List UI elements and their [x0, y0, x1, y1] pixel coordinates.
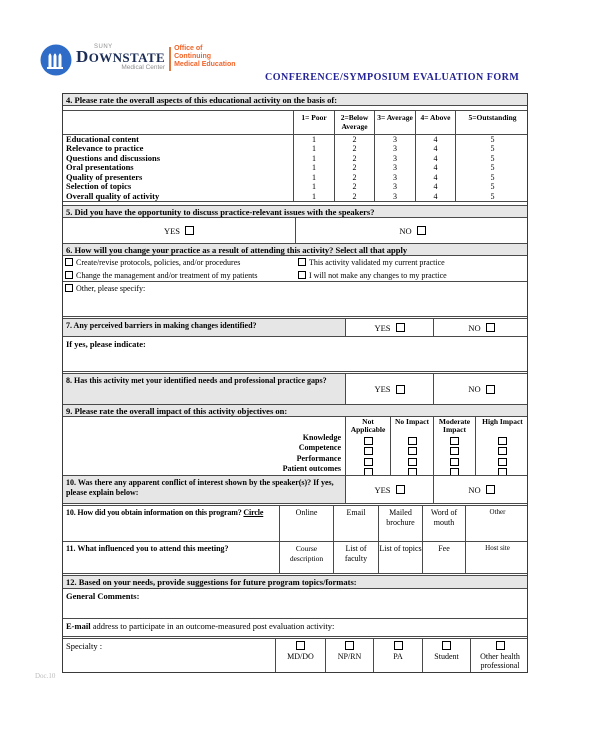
rating-value[interactable]: 3: [375, 192, 416, 201]
option-checkbox[interactable]: [298, 271, 306, 279]
section6-other-row[interactable]: [63, 282, 527, 317]
rating-value[interactable]: 2: [335, 182, 375, 191]
yes-label: YES: [163, 225, 181, 236]
option-checkbox[interactable]: [298, 258, 306, 266]
rating-value[interactable]: 1: [294, 135, 335, 144]
option-create-revise: Create/revise protocols, policies, and/or procedures: [63, 256, 296, 269]
section8-question: 8. Has this activity met your identified needs and professional practice gaps?: [63, 374, 346, 404]
impact-table: [63, 417, 527, 476]
rating-col-below-average: 2=Below Average: [335, 111, 375, 134]
option-checkbox[interactable]: [65, 271, 73, 279]
email-label-rest: address to participate in an outcome-measured post evaluation activity:: [90, 621, 335, 631]
rating-row-relevance: Relevance to practice 1 2 3 4 5: [63, 144, 529, 153]
impact-row-competence: Competence: [298, 443, 341, 453]
option-change-management: Change the management and/or treatment of my patients: [63, 269, 296, 282]
rating-value[interactable]: 2: [335, 173, 375, 182]
section11-row: [63, 542, 527, 574]
yes-label: YES: [374, 322, 391, 333]
header-logo: [40, 44, 236, 76]
rating-value[interactable]: 5: [490, 135, 495, 144]
rating-value[interactable]: 1: [294, 154, 335, 163]
impact-checkbox[interactable]: [498, 468, 507, 475]
specialty-student: Student: [423, 639, 471, 672]
section10b-row: [63, 506, 527, 542]
section5-yes-checkbox[interactable]: [185, 226, 194, 235]
rating-value[interactable]: 3: [375, 144, 416, 153]
specialty-pa: PA: [374, 639, 423, 672]
specialty-checkbox[interactable]: [345, 641, 354, 650]
rating-value[interactable]: 5: [490, 144, 495, 154]
specialty-row: [63, 639, 527, 672]
no-label: NO: [468, 484, 481, 495]
no-label: NO: [468, 384, 481, 394]
impact-row-performance: Performance: [296, 453, 341, 463]
circle-instruction: Circle: [243, 508, 264, 517]
specialty-checkbox[interactable]: [394, 641, 403, 650]
info-option-online[interactable]: Online: [280, 506, 334, 541]
option-checkbox[interactable]: [65, 284, 73, 292]
section10-yes-checkbox[interactable]: [396, 485, 405, 494]
rating-value[interactable]: 1: [294, 173, 335, 182]
rating-value[interactable]: 5: [490, 172, 495, 182]
email-label-bold: E-mail: [66, 621, 91, 631]
rating-value[interactable]: 3: [375, 182, 416, 191]
rating-value[interactable]: 1: [294, 182, 335, 191]
influence-option-fee[interactable]: Fee: [423, 542, 466, 573]
rating-value[interactable]: 2: [335, 135, 375, 144]
rating-value[interactable]: 2: [335, 154, 375, 163]
rating-value[interactable]: 1: [294, 163, 335, 172]
rating-value[interactable]: 5: [490, 182, 495, 192]
form-title: CONFERENCE/SYMPOSIUM EVALUATION FORM: [265, 72, 520, 83]
rating-row-questions: Questions and discussions 1 2 3 4 5: [63, 154, 529, 163]
specialty-np-rn: NP/RN: [326, 639, 374, 672]
section9-header: 9. Please rate the overall impact of this activity objectives on:: [63, 405, 527, 417]
impact-col-not-applicable: Not Applicable: [346, 417, 391, 475]
downstate-logo-icon: [40, 44, 72, 76]
impact-checkbox[interactable]: [450, 468, 459, 475]
evaluation-form: [62, 93, 528, 673]
rating-value[interactable]: 1: [294, 192, 335, 201]
rating-value[interactable]: 3: [375, 173, 416, 182]
specialty-checkbox[interactable]: [496, 641, 505, 650]
section7-row: [63, 319, 527, 337]
influence-option-list-of-topics[interactable]: List of topics: [379, 542, 423, 573]
rating-value[interactable]: 4: [416, 154, 456, 163]
rating-row-quality-presenters: Quality of presenters 1 2 3 4 5: [63, 173, 529, 182]
info-option-mailed-brochure[interactable]: Mailed brochure: [379, 506, 423, 541]
rating-value[interactable]: 2: [335, 192, 375, 201]
section7-indicate-row[interactable]: [63, 337, 527, 372]
section4-header: 4. Please rate the overall aspects of this educational activity on the basis of:: [63, 94, 527, 106]
rating-value[interactable]: 4: [416, 192, 456, 201]
doc-number: Doc.10: [35, 672, 56, 680]
rating-col-average: 3= Average: [375, 111, 416, 134]
option-checkbox[interactable]: [65, 258, 73, 266]
section12-header: 12. Based on your needs, provide suggestions for future program topics/formats:: [63, 576, 527, 589]
section6-options-row: [63, 256, 527, 282]
section5-header: 5. Did you have the opportunity to discuss practice-relevant issues with the speakers?: [63, 206, 527, 218]
if-yes-indicate-label: If yes, please indicate:: [66, 339, 146, 349]
no-label: NO: [468, 322, 481, 333]
section8-row: [63, 374, 527, 405]
rating-value[interactable]: 5: [490, 163, 495, 173]
general-comments-label: General Comments:: [66, 591, 140, 601]
logo-office-text: Office of Continuing Medical Education: [174, 45, 236, 68]
rating-value[interactable]: 1: [294, 144, 335, 153]
option-other: Other, please specify:: [63, 282, 145, 316]
rating-col-above: 4= Above: [416, 111, 456, 134]
rating-value[interactable]: 4: [416, 144, 456, 153]
yes-label: YES: [374, 484, 391, 495]
impact-checkbox[interactable]: [408, 468, 417, 475]
section10b-question: 10. How did you obtain information on this program? Circle: [63, 506, 280, 541]
impact-col-no-impact: No Impact: [391, 417, 434, 475]
general-comments-row[interactable]: [63, 589, 527, 619]
rating-table-body: [63, 135, 527, 202]
rating-col-outstanding: 5=Outstanding: [468, 113, 517, 122]
specialty-label[interactable]: Specialty :: [63, 639, 276, 672]
logo-downstate-text: DOWNSTATE: [76, 47, 166, 66]
info-option-word-of-mouth[interactable]: Word of mouth: [423, 506, 466, 541]
rating-table-header: [63, 111, 527, 135]
specialty-checkbox[interactable]: [296, 641, 305, 650]
rating-value[interactable]: 4: [416, 135, 456, 144]
option-validated-practice: This activity validated my current practice: [296, 256, 529, 269]
yes-label: YES: [374, 384, 391, 394]
info-option-email[interactable]: Email: [334, 506, 379, 541]
section7-question: 7. Any perceived barriers in making changes identified?: [63, 319, 346, 336]
logo-medical-center-text: Medical Center: [121, 64, 166, 71]
section5-yesno-row: [63, 218, 527, 244]
section10-question: 10. Was there any apparent conflict of interest shown by the speaker(s)? If yes, please explain below:: [63, 476, 346, 503]
option-no-changes: I will not make any changes to my practice: [296, 269, 529, 282]
rating-row-selection-topics: Selection of topics 1 2 3 4 5: [63, 182, 529, 191]
section8-yes-checkbox[interactable]: [396, 385, 405, 394]
logo-suny-text: SUNY: [94, 44, 113, 50]
influence-option-host-site[interactable]: Host site: [485, 544, 510, 552]
rating-col-poor: 1= Poor: [294, 111, 335, 134]
influence-option-list-of-faculty[interactable]: List of faculty: [334, 542, 379, 573]
email-row[interactable]: [63, 619, 527, 637]
section7-no-checkbox[interactable]: [486, 323, 495, 332]
section11-question: 11. What influenced you to attend this meeting?: [63, 542, 280, 573]
impact-checkbox[interactable]: [364, 468, 373, 475]
rating-value[interactable]: 4: [416, 182, 456, 191]
specialty-checkbox[interactable]: [442, 641, 451, 650]
rating-value[interactable]: 5: [490, 191, 495, 201]
impact-col-moderate-impact: Moderate Impact: [434, 417, 476, 475]
no-label: NO: [399, 225, 412, 236]
section10-no-checkbox[interactable]: [486, 485, 495, 494]
impact-col-high-impact: High Impact: [476, 417, 529, 475]
specialty-other-health-professional: Other health professional: [471, 639, 529, 672]
section10-row: [63, 476, 527, 504]
rating-row-educational-content: Educational content 1 2 3 4 5: [63, 135, 529, 144]
influence-option-course-description[interactable]: Course description: [280, 542, 334, 573]
rating-value[interactable]: 3: [375, 163, 416, 172]
rating-row-oral-presentations: Oral presentations 1 2 3 4 5: [63, 163, 529, 172]
section5-no-checkbox[interactable]: [417, 226, 426, 235]
rating-row-overall-quality: Overall quality of activity 1 2 3 4 5: [63, 192, 529, 201]
section7-yes-checkbox[interactable]: [396, 323, 405, 332]
specialty-md-do: MD/DO: [276, 639, 326, 672]
rating-value[interactable]: 2: [335, 163, 375, 172]
rating-value[interactable]: 3: [375, 154, 416, 163]
rating-value[interactable]: 2: [335, 144, 375, 153]
rating-value[interactable]: 5: [490, 153, 495, 163]
logo-divider: [169, 47, 171, 71]
section6-header: 6. How will you change your practice as a result of attending this activity? Select all that apply: [63, 244, 527, 256]
rating-value[interactable]: 3: [375, 135, 416, 144]
rating-value[interactable]: 4: [416, 163, 456, 172]
rating-value[interactable]: 4: [416, 173, 456, 182]
section8-no-checkbox[interactable]: [486, 385, 495, 394]
info-option-other[interactable]: Other: [489, 508, 506, 516]
impact-row-patient-outcomes: Patient outcomes: [282, 464, 341, 474]
impact-row-knowledge: Knowledge: [302, 433, 341, 442]
